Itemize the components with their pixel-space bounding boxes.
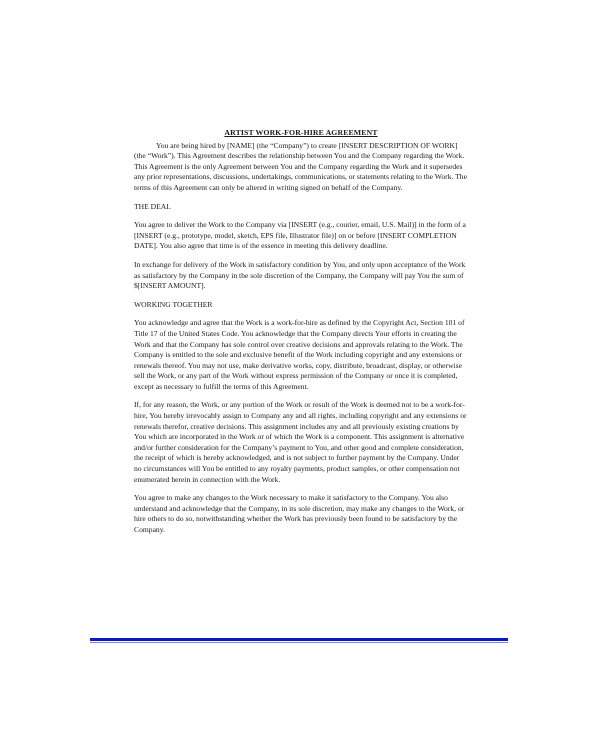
working-paragraph-changes: You agree to make any changes to the Work necessary to make it satisfactory to the Company. You also understand and acknowledge that the Company, in its sole discretion, may make any changes to the Work, or hire others to do so, notwithstanding whether the Work has previously been found to be satisfactory by the Company.: [134, 493, 465, 534]
deal-paragraph-payment: In exchange for delivery of the Work in satisfactory condition by You, and only upon acceptance of the Work as satisfactory by the Company in the sole discretion of the Company, the Company will pay You the sum of $[INSERT AMOUNT].: [134, 259, 466, 291]
footer-divider: [90, 638, 508, 641]
document-title: ARTIST WORK-FOR-HIRE AGREEMENT: [224, 128, 378, 137]
footer-divider-shadow: [90, 642, 508, 643]
deal-paragraph-delivery: You agree to deliver the Work to the Company via [INSERT (e.g., courier, email, U.S. Mail)] in the form of a [INSERT (e.g., prototype, model, sketch, EPS file, Illustrator file)] on or before [INSERT COMPLETION DATE]. You also agree that time is of the essence in meeting this delivery deadline.: [134, 220, 466, 251]
intro-paragraph: You are being hired by [NAME] (the “Company”) to create [INSERT DESCRIPTION OF WORK] (the “Work”). This Agreement describes the relationship between You and the Company regarding the Work. This Agreement is the only Agreement between You and the Company regarding the Work and it supersedes any prior representations, discussions, undertakings, communications, or statements relating to the Work. The terms of this Agreement can only be altered in writing signed on behalf of the Company.: [134, 140, 467, 192]
section-heading-deal: THE DEAL: [134, 201, 171, 211]
document-body: [134, 128, 468, 544]
section-heading-working-together: WORKING TOGETHER: [134, 299, 213, 309]
working-paragraph-assignment: If, for any reason, the Work, or any portion of the Work or result of the Work is deemed not to be a work-for-hire, You hereby irrevocably assign to Company any and all rights, including copyright and any extensions or renewals therefor, creative decisions. This assignment includes any and all previously existing creations by You which are incorporated in the Work or of which the Work is a component. This assignment is alternative and/or further consideration for the Company’s payment to You, and other good and complete consideration, the receipt of which is hereby acknowledged, and is not subject to further payment by the Company. Under no circumstances will You be entitled to any royalty payments, product samples, or other compensation not enumerated herein in connection with the Work.: [134, 400, 467, 484]
working-paragraph-copyright: You acknowledge and agree that the Work is a work-for-hire as defined by the Copyright Act, Section 101 of Title 17 of the United States Code. You acknowledge that the Company directs Your efforts in creating the Work and that the Company has sole control over creative decisions and approvals relating to the Work. The Company is entitled to the sole and exclusive benefit of the Work including copyright and any extensions or renewals thereof. You may not use, make derivative works, copy, distribute, broadcast, display, or otherwise sell the Work, or any part of the Work without express permission of the Company or once it is completed, except as necessary to fulfill the terms of this Agreement.: [134, 318, 465, 391]
